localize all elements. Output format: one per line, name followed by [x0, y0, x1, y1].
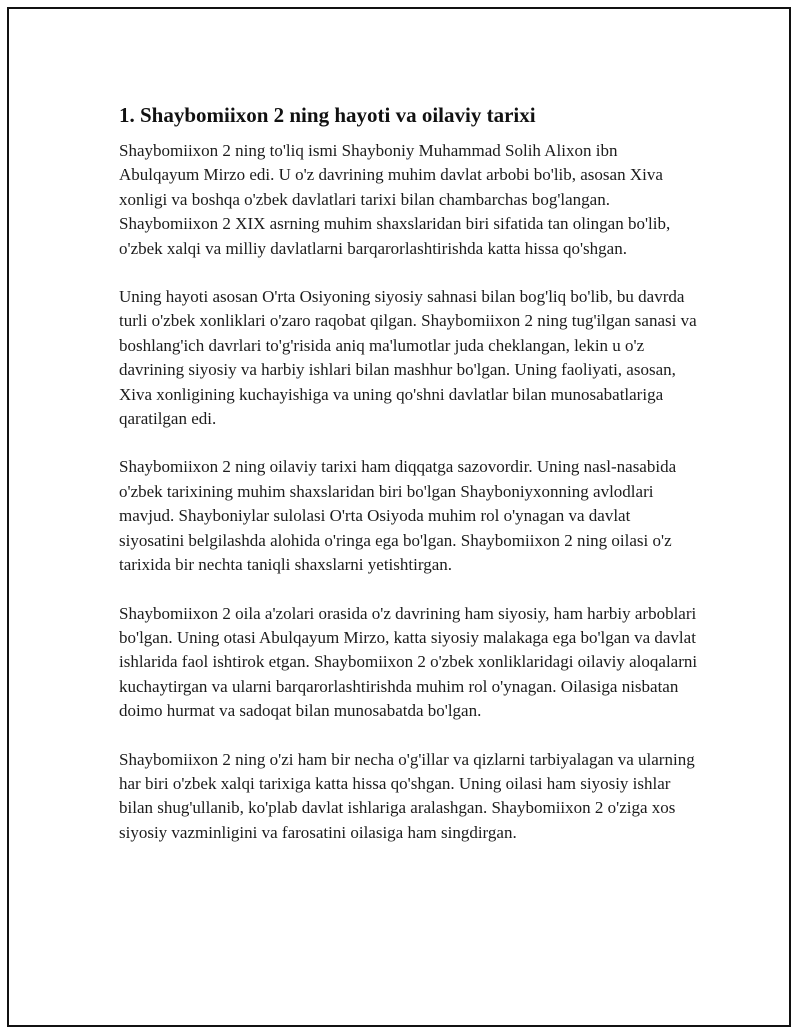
paragraph-3: Shaybomiixon 2 ning oilaviy tarixi ham diqqatga sazovordir. Uning nasl-nasabida o'zbek tarixining muhim shaxslaridan biri bo'lgan Shayboniyxonning avlodlari mavjud. Shayboniylar sulolasi O'rta Osiyoda muhim rol o'ynagan va davlat siyosatini belgilashda alohida o'ringa ega bo'lgan. Shaybomiixon 2 ning oilasi o'z tarixida bir nechta taniqli shaxslarni yetishtirgan.: [119, 457, 677, 575]
paragraph-1: Shaybomiixon 2 ning to'liq ismi Shayboniy Muhammad Solih Alixon ibn Abulqayum Mirzo edi. U o'z davrining muhim davlat arbobi bo'lib, asosan Xiva xonligi va boshqa o'zbek davlatlari tarixi bilan chambarchas bog'langan. Shaybomiixon 2 XIX asrning muhim shaxslaridan biri sifatida tan olingan bo'lib, o'zbek xalqi va milliy davlatlarni barqarorlashtirishda katta hissa qo'shgan.: [119, 141, 671, 258]
document-content: [119, 101, 699, 869]
paragraph-4: Shaybomiixon 2 oila a'zolari orasida o'z davrining ham siyosiy, ham harbiy arboblari bo'lgan. Uning otasi Abulqayum Mirzo, katta siyosiy malakaga ega bo'lgan va davlat ishlarida faol ishtirok etgan. Shaybomiixon 2 o'zbek xonliklaridagi oilaviy aloqalarni kuchaytirgan va ularni barqarorlashtirishda muhim rol o'ynagan. Oilasiga nisbatan doimo hurmat va sadoqat bilan munosabatda bo'lgan.: [119, 603, 698, 721]
paragraph-2: Uning hayoti asosan O'rta Osiyoning siyosiy sahnasi bilan bog'liq bo'lib, bu davrda turli o'zbek xonliklari o'zaro raqobat qilgan. Shaybomiixon 2 ning tug'ilgan sanasi va boshlang'ich davrlari to'g'risida aniq ma'lumotlar juda cheklangan, lekin u o'z davrining siyosiy va harbiy ishlari bilan mashhur bo'lgan. Uning faoliyati, asosan, Xiva xonligining kuchayishiga va uning qo'shni davlatlar bilan munosabatlariga qaratilgan edi.: [119, 287, 697, 429]
paragraph-5: Shaybomiixon 2 ning o'zi ham bir necha o'g'illar va qizlarni tarbiyalagan va ularning har biri o'zbek xalqi tarixiga katta hissa qo'shgan. Uning oilasi ham siyosiy ishlar bilan shug'ullanib, ko'plab davlat ishlariga aralashgan. Shaybomiixon 2 o'ziga xos siyosiy vazminligini va farosatini oilasiga ham singdirgan.: [119, 749, 695, 842]
page-frame: [7, 7, 791, 1027]
section-heading: 1. Shaybomiixon 2 ning hayoti va oilaviy tarixi: [119, 103, 536, 127]
